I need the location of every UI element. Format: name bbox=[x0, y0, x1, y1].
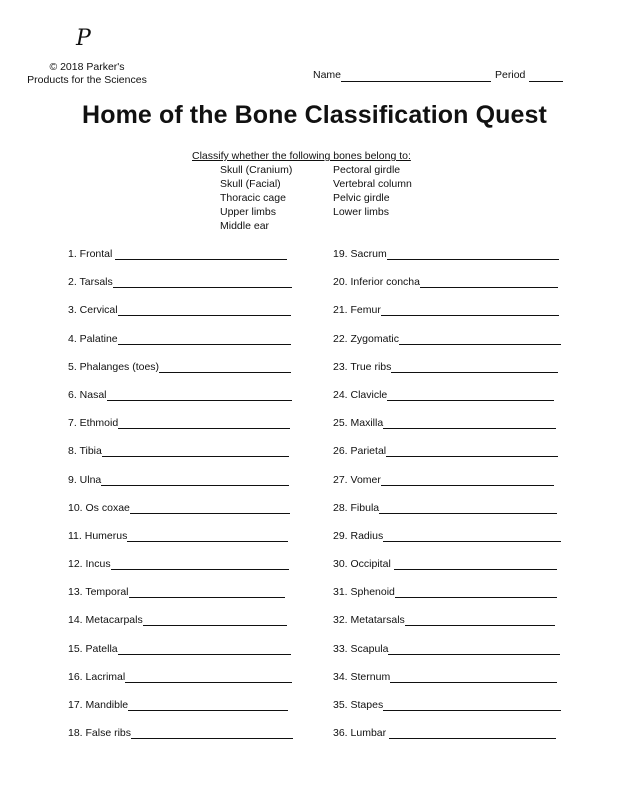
category-list-left bbox=[220, 163, 292, 233]
bone-label: 29. Radius bbox=[333, 529, 384, 542]
category-item: Upper limbs bbox=[220, 206, 277, 218]
answer-blank[interactable] bbox=[143, 613, 287, 626]
bone-item bbox=[68, 585, 298, 613]
bone-item bbox=[68, 416, 298, 444]
bone-item bbox=[333, 557, 563, 585]
copyright-line-1: © 2018 Parker's bbox=[49, 61, 125, 73]
bone-item bbox=[333, 275, 563, 303]
period-blank[interactable] bbox=[529, 70, 563, 82]
answer-blank[interactable] bbox=[381, 303, 559, 316]
bone-label: 32. Metatarsals bbox=[333, 614, 405, 627]
bone-label: 26. Parietal bbox=[333, 445, 387, 458]
bone-label: 17. Mandible bbox=[68, 699, 129, 711]
bone-item bbox=[68, 473, 298, 501]
bone-label: 8. Tibia bbox=[68, 445, 102, 458]
answer-blank[interactable] bbox=[420, 275, 558, 288]
answer-blank[interactable] bbox=[390, 670, 557, 683]
bone-label: 1. Frontal bbox=[68, 248, 116, 260]
bone-item bbox=[68, 670, 298, 698]
answer-blank[interactable] bbox=[131, 726, 293, 739]
answer-blank[interactable] bbox=[127, 529, 288, 542]
bone-label: 21. Femur bbox=[333, 304, 381, 317]
bone-label: 34. Sternum bbox=[333, 670, 391, 683]
bone-label: 18. False ribs bbox=[68, 727, 132, 740]
answer-blank[interactable] bbox=[128, 698, 288, 711]
instructions: Classify whether the following bones belong to: bbox=[192, 150, 411, 162]
bone-label: 14. Metacarpals bbox=[68, 614, 143, 627]
bone-item bbox=[68, 388, 298, 416]
name-blank[interactable] bbox=[341, 70, 491, 82]
bone-item bbox=[333, 473, 563, 501]
bone-label: 12. Incus bbox=[68, 558, 111, 571]
answer-blank[interactable] bbox=[118, 332, 291, 345]
bone-item bbox=[333, 360, 563, 388]
bone-label: 20. Inferior concha bbox=[333, 276, 420, 289]
answer-blank[interactable] bbox=[118, 416, 290, 429]
name-period-line bbox=[313, 69, 563, 82]
answer-blank[interactable] bbox=[391, 360, 558, 373]
bone-item bbox=[333, 303, 563, 331]
answer-blank[interactable] bbox=[388, 642, 560, 655]
bone-item bbox=[68, 557, 298, 585]
category-item: Thoracic cage bbox=[220, 192, 286, 204]
bone-item bbox=[333, 613, 563, 641]
bone-label: 35. Stapes bbox=[333, 699, 384, 711]
bone-label: 2. Tarsals bbox=[68, 276, 113, 289]
answer-blank[interactable] bbox=[111, 557, 289, 570]
answer-blank[interactable] bbox=[113, 275, 292, 288]
answer-blank[interactable] bbox=[107, 388, 292, 401]
copyright-line-2: Products for the Sciences bbox=[27, 74, 147, 86]
bone-item bbox=[333, 529, 563, 557]
bone-item bbox=[333, 247, 563, 275]
answer-blank[interactable] bbox=[383, 698, 561, 711]
bone-item bbox=[333, 501, 563, 529]
bone-item bbox=[333, 642, 563, 670]
answer-blank[interactable] bbox=[129, 585, 285, 598]
answer-blank[interactable] bbox=[130, 501, 290, 514]
bone-item bbox=[68, 613, 298, 641]
bone-list-left bbox=[68, 247, 298, 754]
bone-label: 5. Phalanges (toes) bbox=[68, 360, 160, 373]
bone-item bbox=[68, 529, 298, 557]
bone-label: 24. Clavicle bbox=[333, 388, 388, 401]
answer-blank[interactable] bbox=[394, 557, 557, 570]
answer-blank[interactable] bbox=[102, 444, 289, 457]
answer-blank[interactable] bbox=[159, 360, 291, 373]
category-list-right bbox=[333, 163, 412, 219]
bone-label: 16. Lacrimal bbox=[68, 670, 126, 683]
bone-item bbox=[68, 444, 298, 472]
answer-blank[interactable] bbox=[383, 416, 556, 429]
bone-label: 13. Temporal bbox=[68, 586, 129, 599]
category-item: Pelvic girdle bbox=[333, 192, 390, 204]
bone-label: 27. Vomer bbox=[333, 473, 381, 486]
bone-item bbox=[68, 698, 298, 726]
category-item: Vertebral column bbox=[333, 178, 412, 190]
answer-blank[interactable] bbox=[118, 642, 291, 655]
bone-label: 30. Occipital bbox=[333, 558, 394, 571]
category-item: Skull (Cranium) bbox=[220, 164, 293, 176]
copyright-notice bbox=[22, 61, 152, 87]
bone-item bbox=[333, 444, 563, 472]
bone-label: 3. Cervical bbox=[68, 304, 118, 317]
answer-blank[interactable] bbox=[387, 247, 559, 260]
bone-item bbox=[333, 416, 563, 444]
answer-blank[interactable] bbox=[399, 332, 561, 345]
answer-blank[interactable] bbox=[115, 247, 287, 260]
bone-item bbox=[68, 275, 298, 303]
bone-label: 25. Maxilla bbox=[333, 417, 384, 430]
bone-item bbox=[333, 670, 563, 698]
bone-label: 15. Patella bbox=[68, 642, 118, 655]
answer-blank[interactable] bbox=[381, 473, 554, 486]
category-item: Lower limbs bbox=[333, 206, 390, 218]
answer-blank[interactable] bbox=[125, 670, 292, 683]
answer-blank[interactable] bbox=[386, 444, 558, 457]
bone-item bbox=[333, 585, 563, 613]
bone-item bbox=[68, 303, 298, 331]
bone-item bbox=[333, 726, 563, 754]
answer-blank[interactable] bbox=[387, 388, 554, 401]
bone-label: 4. Palatine bbox=[68, 332, 118, 345]
name-label: Name bbox=[313, 69, 342, 81]
bone-label: 22. Zygomatic bbox=[333, 332, 399, 345]
bone-label: 9. Ulna bbox=[68, 473, 102, 486]
bone-item bbox=[68, 360, 298, 388]
bone-label: 28. Fibula bbox=[333, 501, 380, 514]
bone-label: 7. Ethmoid bbox=[68, 417, 119, 430]
bone-item bbox=[68, 501, 298, 529]
bone-list-right bbox=[333, 247, 563, 754]
bone-label: 6. Nasal bbox=[68, 388, 107, 401]
bone-label: 19. Sacrum bbox=[333, 248, 387, 260]
answer-blank[interactable] bbox=[395, 585, 557, 598]
bone-label: 11. Humerus bbox=[68, 529, 128, 542]
bone-item bbox=[333, 388, 563, 416]
publisher-logo: P bbox=[76, 26, 91, 51]
bone-item bbox=[68, 247, 298, 275]
answer-blank[interactable] bbox=[379, 501, 557, 514]
bone-label: 33. Scapula bbox=[333, 642, 389, 655]
bone-label: 36. Lumbar bbox=[333, 727, 390, 740]
period-label: Period bbox=[495, 69, 526, 81]
bone-label: 31. Sphenoid bbox=[333, 586, 395, 599]
answer-blank[interactable] bbox=[389, 726, 556, 739]
bone-item bbox=[333, 698, 563, 726]
bone-item bbox=[68, 332, 298, 360]
answer-blank[interactable] bbox=[383, 529, 561, 542]
bone-label: 10. Os coxae bbox=[68, 501, 130, 514]
page-title: Home of the Bone Classification Quest bbox=[82, 101, 547, 129]
bone-item bbox=[68, 642, 298, 670]
bone-item bbox=[333, 332, 563, 360]
category-item: Pectoral girdle bbox=[333, 164, 401, 176]
category-item: Skull (Facial) bbox=[220, 178, 281, 190]
category-item: Middle ear bbox=[220, 220, 270, 232]
answer-blank[interactable] bbox=[405, 613, 555, 626]
bone-item bbox=[68, 726, 298, 754]
bone-label: 23. True ribs bbox=[333, 360, 392, 373]
answer-blank[interactable] bbox=[101, 473, 289, 486]
answer-blank[interactable] bbox=[118, 303, 291, 316]
